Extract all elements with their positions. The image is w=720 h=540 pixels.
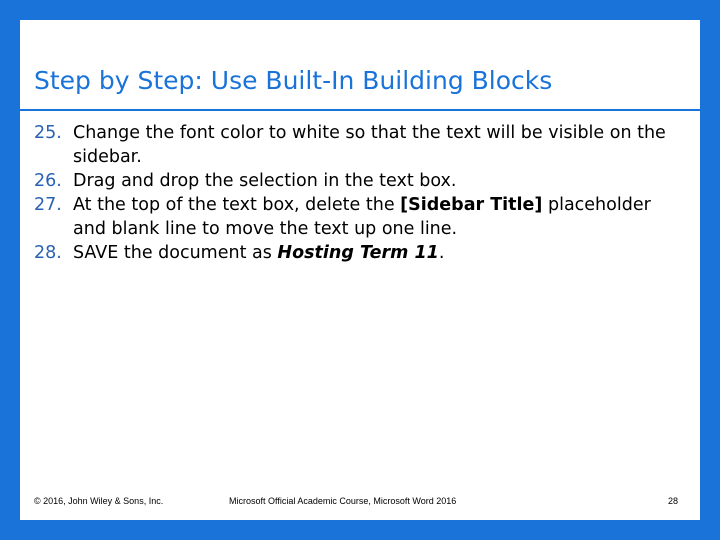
page-number: 28 <box>667 496 678 506</box>
slide-title: Step by Step: Use Built-In Building Blocks <box>34 66 553 95</box>
step-text: Drag and drop the selection in the text box. <box>73 171 457 191</box>
footer-course: Microsoft Official Academic Course, Microsoft Word 2016 <box>229 496 457 506</box>
step-item <box>34 241 684 265</box>
step-list <box>34 121 684 265</box>
step-number: 26. <box>34 171 62 191</box>
step-text-part: At the top of the text box, delete the <box>73 195 401 215</box>
file-name: Hosting Term 11 <box>277 243 439 263</box>
step-text-part: SAVE the document as <box>73 243 278 263</box>
step-text <box>73 241 684 265</box>
step-item <box>34 193 684 241</box>
step-text-part: . <box>438 243 445 263</box>
step-item <box>34 121 684 169</box>
step-text: Change the font color to white so that the text will be visible on the sidebar. <box>73 123 666 167</box>
step-item <box>34 169 684 193</box>
step-text-part: placeholder and blank line to move the text up one line. <box>73 195 651 239</box>
step-number: 28. <box>34 243 62 263</box>
step-text <box>73 193 684 241</box>
step-number: 25. <box>34 123 62 143</box>
title-divider <box>20 109 700 111</box>
step-number: 27. <box>34 195 62 215</box>
slide <box>20 20 700 520</box>
placeholder-name: [Sidebar Title] <box>400 195 543 215</box>
footer-copyright: © 2016, John Wiley & Sons, Inc. <box>34 496 164 506</box>
